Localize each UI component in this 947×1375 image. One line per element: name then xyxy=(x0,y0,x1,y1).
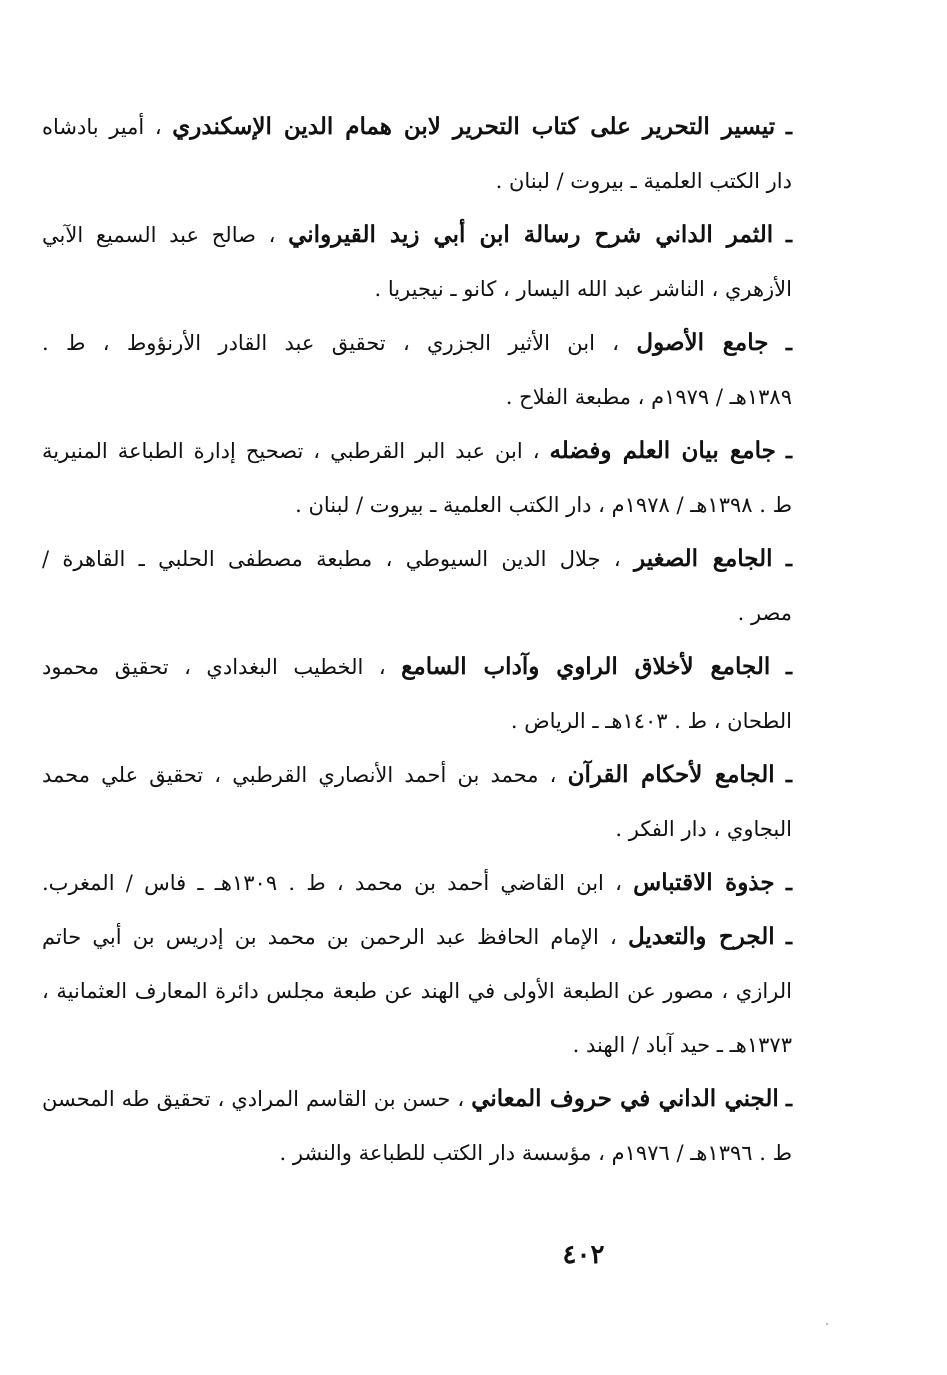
entry-title: جامع بيان العلم وفضله xyxy=(549,437,776,464)
entry-title: جامع الأصول xyxy=(636,329,769,356)
page-number: ٤٠٢ xyxy=(562,1240,605,1270)
entry-details: ، حسن بن القاسم المرادي ، تحقيق طه المحسن xyxy=(42,1087,465,1111)
bibliography-entry xyxy=(42,100,792,208)
bibliography-entry xyxy=(42,532,792,640)
bibliography-entry xyxy=(42,1072,792,1180)
bibliography-list xyxy=(42,100,792,1180)
entry-details: ، ابن الأثير الجزري ، تحقيق عبد القادر الأرنؤوط ، ط . xyxy=(42,331,620,355)
entry-first-line xyxy=(42,856,792,910)
entry-continuation-line: ط . ١٣٩٨هـ / ١٩٧٨م ، دار الكتب العلمية ـ بيروت / لبنان . xyxy=(295,493,792,517)
entry-continuation-line: البجاوي ، دار الفكر . xyxy=(615,817,792,841)
entry-dash: ـ xyxy=(785,762,792,787)
bibliography-entry xyxy=(42,748,792,856)
entry-first-line xyxy=(42,424,792,478)
entry-details: ، محمد بن أحمد الأنصاري القرطبي ، تحقيق علي محمد xyxy=(42,763,557,787)
entry-first-line xyxy=(42,316,792,370)
entry-continuation-line: الطحان ، ط . ١٤٠٣هـ ـ الرياض . xyxy=(510,709,792,733)
entry-details: ، الخطيب البغدادي ، تحقيق محمود xyxy=(42,655,386,679)
entry-title: الجني الداني في حروف المعاني xyxy=(471,1085,779,1112)
entry-title: جذوة الاقتباس xyxy=(633,869,775,896)
scan-speck xyxy=(826,1323,828,1325)
entry-continuation-line: دار الكتب العلمية ـ بيروت / لبنان . xyxy=(495,169,792,193)
bibliography-entry xyxy=(42,208,792,316)
bibliography-entry xyxy=(42,910,792,1072)
entry-dash: ـ xyxy=(785,114,792,139)
entry-continuation-line: الأزهري ، الناشر عبد الله اليسار ، كانو ـ نيجيريا . xyxy=(374,277,792,301)
entry-continuation-line: ط . ١٣٩٦هـ / ١٩٧٦م ، مؤسسة دار الكتب للطباعة والنشر . xyxy=(279,1141,792,1165)
entry-dash: ـ xyxy=(785,330,792,355)
bibliography-entry xyxy=(42,640,792,748)
entry-continuation-line: الرازي ، مصور عن الطبعة الأولى في الهند عن طبعة مجلس دائرة المعارف العثمانية ، xyxy=(42,979,792,1003)
bibliography-entry xyxy=(42,856,792,910)
entry-dash: ـ xyxy=(785,546,793,571)
bibliography-entry xyxy=(42,316,792,424)
entry-dash: ـ xyxy=(785,654,792,679)
entry-details: ، صالح عبد السميع الآبي xyxy=(42,223,276,247)
entry-first-line xyxy=(42,910,792,964)
entry-title: تيسير التحرير على كتاب التحرير لابن همام الدين الإسكندري xyxy=(172,113,776,140)
entry-first-line xyxy=(42,100,792,154)
entry-continuation-line: ١٣٨٩هـ / ١٩٧٩م ، مطبعة الفلاح . xyxy=(505,385,792,409)
entry-first-line xyxy=(42,640,792,694)
bibliography-entry xyxy=(42,424,792,532)
entry-dash: ـ xyxy=(785,222,792,247)
entry-title: الجرح والتعديل xyxy=(627,923,775,950)
entry-continuation-line: ١٣٧٣هـ ـ حيد آباد / الهند . xyxy=(572,1033,792,1057)
entry-details: ، جلال الدين السيوطي ، مطبعة مصطفى الحلبي ـ القاهرة / xyxy=(42,547,621,571)
entry-dash: ـ xyxy=(785,870,792,895)
entry-details: ، ابن عبد البر القرطبي ، تصحيح إدارة الطباعة المنيرية xyxy=(42,439,540,463)
entry-first-line xyxy=(42,748,792,802)
entry-title: الجامع لأخلاق الراوي وآداب السامع xyxy=(401,653,771,680)
entry-title: الثمر الداني شرح رسالة ابن أبي زيد القيرواني xyxy=(288,221,774,248)
entry-dash: ـ xyxy=(785,924,792,949)
entry-details: ، أمير بادشاه xyxy=(42,115,162,139)
entry-dash: ـ xyxy=(785,1086,792,1111)
entry-first-line xyxy=(42,208,792,262)
entry-dash: ـ xyxy=(785,438,792,463)
entry-first-line xyxy=(42,1072,792,1126)
entry-details: ، ابن القاضي أحمد بن محمد ، ط . ١٣٠٩هـ ـ فاس / المغرب. xyxy=(42,871,622,895)
entry-details: ، الإمام الحافظ عبد الرحمن بن محمد بن إدريس بن أبي حاتم xyxy=(42,925,617,949)
entry-continuation-line: مصر . xyxy=(737,601,792,625)
entry-title: الجامع لأحكام القرآن xyxy=(567,761,775,788)
entry-title: الجامع الصغير xyxy=(634,545,773,572)
entry-first-line xyxy=(42,532,792,586)
